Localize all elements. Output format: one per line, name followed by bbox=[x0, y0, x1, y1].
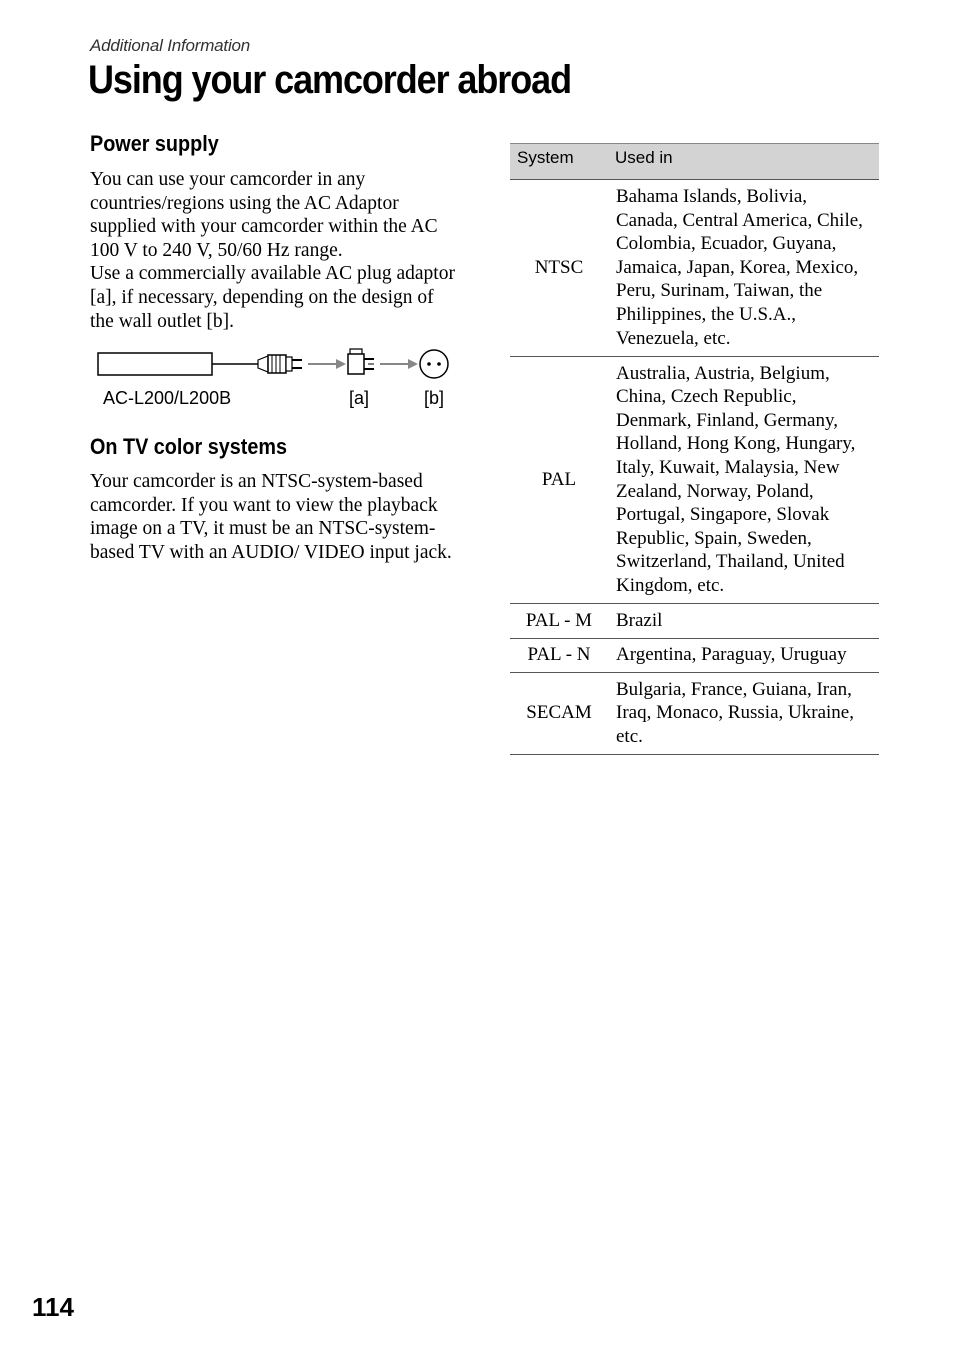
page-title: Using your camcorder abroad bbox=[88, 58, 571, 102]
power-supply-paragraph-1: You can use your camcorder in any countries/regions using the AC Adaptor supplied with your camcorder within the AC 100 V to 240 V, 50/60 Hz range. bbox=[90, 169, 438, 261]
tv-color-paragraph: Your camcorder is an NTSC-system-based camcorder. If you want to view the playback image on a TV, it must be an NTSC-system-based TV with an AUDIO/ VIDEO input jack. bbox=[90, 471, 452, 563]
ac-adaptor-icon bbox=[98, 353, 212, 375]
table-row bbox=[510, 638, 879, 672]
system-cell: SECAM bbox=[510, 672, 608, 754]
table-row bbox=[510, 179, 879, 356]
system-cell: PAL - M bbox=[510, 603, 608, 638]
tv-systems-table bbox=[510, 143, 879, 755]
wall-outlet-label: [b] bbox=[424, 388, 445, 408]
power-supply-paragraph-2: Use a commercially available AC plug adaptor [a], if necessary, depending on the design of the wall outlet [b]. bbox=[90, 263, 455, 332]
wall-outlet-icon bbox=[420, 350, 448, 378]
table-row bbox=[510, 356, 879, 603]
arrow-right-icon bbox=[308, 359, 346, 369]
used-in-cell: Argentina, Paraguay, Uruguay bbox=[608, 638, 879, 672]
used-in-cell: Bahama Islands, Bolivia, Canada, Central America, Chile, Colombia, Ecuador, Guyana, Jamaica, Japan, Korea, Mexico, Peru, Surinam, Taiwan, the Philippines, the U.S.A., Venezuela, etc. bbox=[608, 179, 879, 356]
arrow-right-icon bbox=[380, 359, 418, 369]
tv-color-text bbox=[90, 470, 458, 564]
plug-adaptor-label: [a] bbox=[349, 388, 370, 408]
table-row bbox=[510, 672, 879, 754]
plug-adaptor-icon bbox=[348, 349, 374, 374]
system-cell: PAL - N bbox=[510, 638, 608, 672]
table-header-row bbox=[510, 144, 879, 180]
power-supply-text bbox=[90, 168, 458, 333]
table-row bbox=[510, 603, 879, 638]
power-supply-heading: Power supply bbox=[90, 131, 219, 156]
column-header-used-in: Used in bbox=[608, 144, 879, 180]
tv-color-heading: On TV color systems bbox=[90, 434, 287, 459]
system-cell: NTSC bbox=[510, 179, 608, 356]
column-header-system: System bbox=[510, 144, 608, 180]
used-in-cell: Australia, Austria, Belgium, China, Czech Republic, Denmark, Finland, Germany, Holland, Hong Kong, Hungary, Italy, Kuwait, Malaysia, New Zealand, Norway, Poland, Portugal, Singapore, Slovak Republic, Spain, Sweden, Switzerland, Thailand, United Kingdom, etc. bbox=[608, 356, 879, 603]
system-cell: PAL bbox=[510, 356, 608, 603]
page-number: 114 bbox=[32, 1292, 74, 1322]
power-plug-icon bbox=[258, 355, 302, 373]
section-label: Additional Information bbox=[90, 36, 251, 55]
used-in-cell: Bulgaria, France, Guiana, Iran, Iraq, Monaco, Russia, Ukraine, etc. bbox=[608, 672, 879, 754]
used-in-cell: Brazil bbox=[608, 603, 879, 638]
adaptor-label: AC-L200/L200B bbox=[103, 388, 232, 408]
